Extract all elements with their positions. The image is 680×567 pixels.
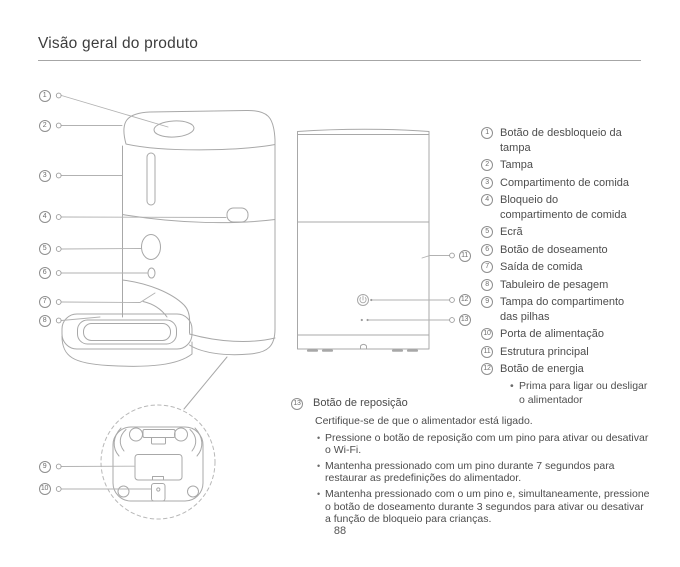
callout-6: 6	[39, 267, 51, 279]
magnifier-circle	[101, 405, 215, 519]
weighing-tray-well	[84, 324, 171, 341]
power-port-pin	[157, 488, 160, 491]
legend-item-2: 2 Tampa	[481, 158, 677, 173]
callout-9: 9	[39, 461, 51, 473]
callout-3: 3	[39, 170, 51, 182]
back-view-drawing	[298, 129, 430, 350]
legend-num-12: 12	[481, 363, 493, 375]
lid	[124, 110, 275, 149]
page-number: 88	[333, 525, 347, 537]
tray-mount-latch	[152, 438, 166, 445]
leader-11	[422, 256, 450, 259]
legend-num-5: 5	[481, 226, 493, 238]
dose-button	[148, 268, 155, 278]
legend-item-4: 4 Bloqueio do compartimento de comida	[481, 193, 677, 222]
legend-item-3: 3 Compartimento de comida	[481, 176, 677, 191]
legend-item-9: 9 Tampa do compartimento das pilhas	[481, 295, 677, 324]
power-port	[152, 484, 166, 502]
legend-num-1: 1	[481, 127, 493, 139]
body-seam	[123, 215, 276, 223]
food-window	[147, 153, 155, 205]
callout-7: 7	[39, 296, 51, 308]
foot-top-left	[130, 428, 143, 441]
screen	[142, 235, 161, 260]
base-band	[190, 334, 276, 341]
legend-num-2: 2	[481, 159, 493, 171]
legend-item-12: 12 Botão de energia • Prima para ligar ou desligar o alimentador	[481, 362, 677, 407]
leader-7	[62, 293, 156, 303]
callout-12: 12	[459, 294, 471, 306]
chute-arc-right	[190, 430, 196, 452]
reset-intro: Certifique-se de que o alimentador está ligado.	[315, 415, 533, 427]
legend-item-6: 6 Botão de doseamento	[481, 243, 677, 258]
callout-13: 13	[459, 314, 471, 326]
back-panel	[298, 129, 430, 349]
tray-mount-bar	[143, 430, 175, 438]
base-bottom	[190, 329, 276, 355]
legend-item-11: 11 Estrutura principal	[481, 345, 677, 360]
callout-11: 11	[459, 250, 471, 262]
reset-hole	[361, 319, 363, 321]
legend-num-6: 6	[481, 244, 493, 256]
reset-section	[291, 397, 676, 529]
power-icon	[360, 296, 366, 303]
callout-10: 10	[39, 483, 51, 495]
leader-4	[62, 217, 227, 218]
legend-item-7: 7 Saída de comida	[481, 260, 677, 275]
bottom-view-drawing	[101, 357, 227, 519]
legend-num-10: 10	[481, 328, 493, 340]
reset-num: 13	[291, 398, 303, 410]
leader-1	[62, 96, 169, 128]
battery-cover-latch	[153, 477, 164, 481]
foot-top-right	[175, 428, 188, 441]
legend-num-11: 11	[481, 346, 493, 358]
callout-5: 5	[39, 243, 51, 255]
leader-5	[62, 249, 142, 250]
front-view-drawing	[62, 110, 275, 366]
legend-num-4: 4	[481, 194, 493, 206]
reset-bullet-1: • Pressione o botão de reposição com um pino para ativar ou desativar o Wi-Fi.	[317, 432, 676, 457]
callout-2: 2	[39, 120, 51, 132]
foot-bottom-right	[188, 486, 199, 497]
callout-1: 1	[39, 90, 51, 102]
chute-arc-left	[120, 430, 126, 452]
legend-item-5: 5 Ecrã	[481, 225, 677, 240]
page-title: Visão geral do produto	[38, 35, 199, 52]
reset-bullet-2: • Mantenha pressionado com um pino durante 7 segundos para restaurar as predefinições do alimentador.	[317, 460, 676, 485]
legend-item-1: 1 Botão de desbloqueio da tampa	[481, 126, 677, 155]
lid-unlock-button	[154, 120, 195, 138]
cable-notch	[361, 344, 367, 349]
legend-num-3: 3	[481, 177, 493, 189]
lock-button	[227, 208, 248, 222]
food-chute-mouth	[143, 302, 167, 318]
callout-8: 8	[39, 315, 51, 327]
power-button-note: • Prima para ligar ou desligar o alimentador	[510, 379, 675, 407]
bottom-outline	[113, 427, 203, 501]
callout-4: 4	[39, 211, 51, 223]
magnifier-link-line	[184, 357, 227, 409]
reset-bullet-3: • Mantenha pressionado com o um pino e, simultaneamente, pressione o botão de doseamento durante 3 segundos para ativar ou desativar a função de bloqueio para crianças.	[317, 488, 676, 526]
legend-num-8: 8	[481, 279, 493, 291]
reset-title: Botão de reposição	[313, 397, 408, 409]
legend-list	[481, 126, 677, 410]
legend-num-9: 9	[481, 296, 493, 308]
legend-item-8: 8 Tabuleiro de pesagem	[481, 278, 677, 293]
legend-num-7: 7	[481, 261, 493, 273]
legend-item-10: 10 Porta de alimentação	[481, 327, 677, 342]
foot-bottom-left	[118, 486, 129, 497]
